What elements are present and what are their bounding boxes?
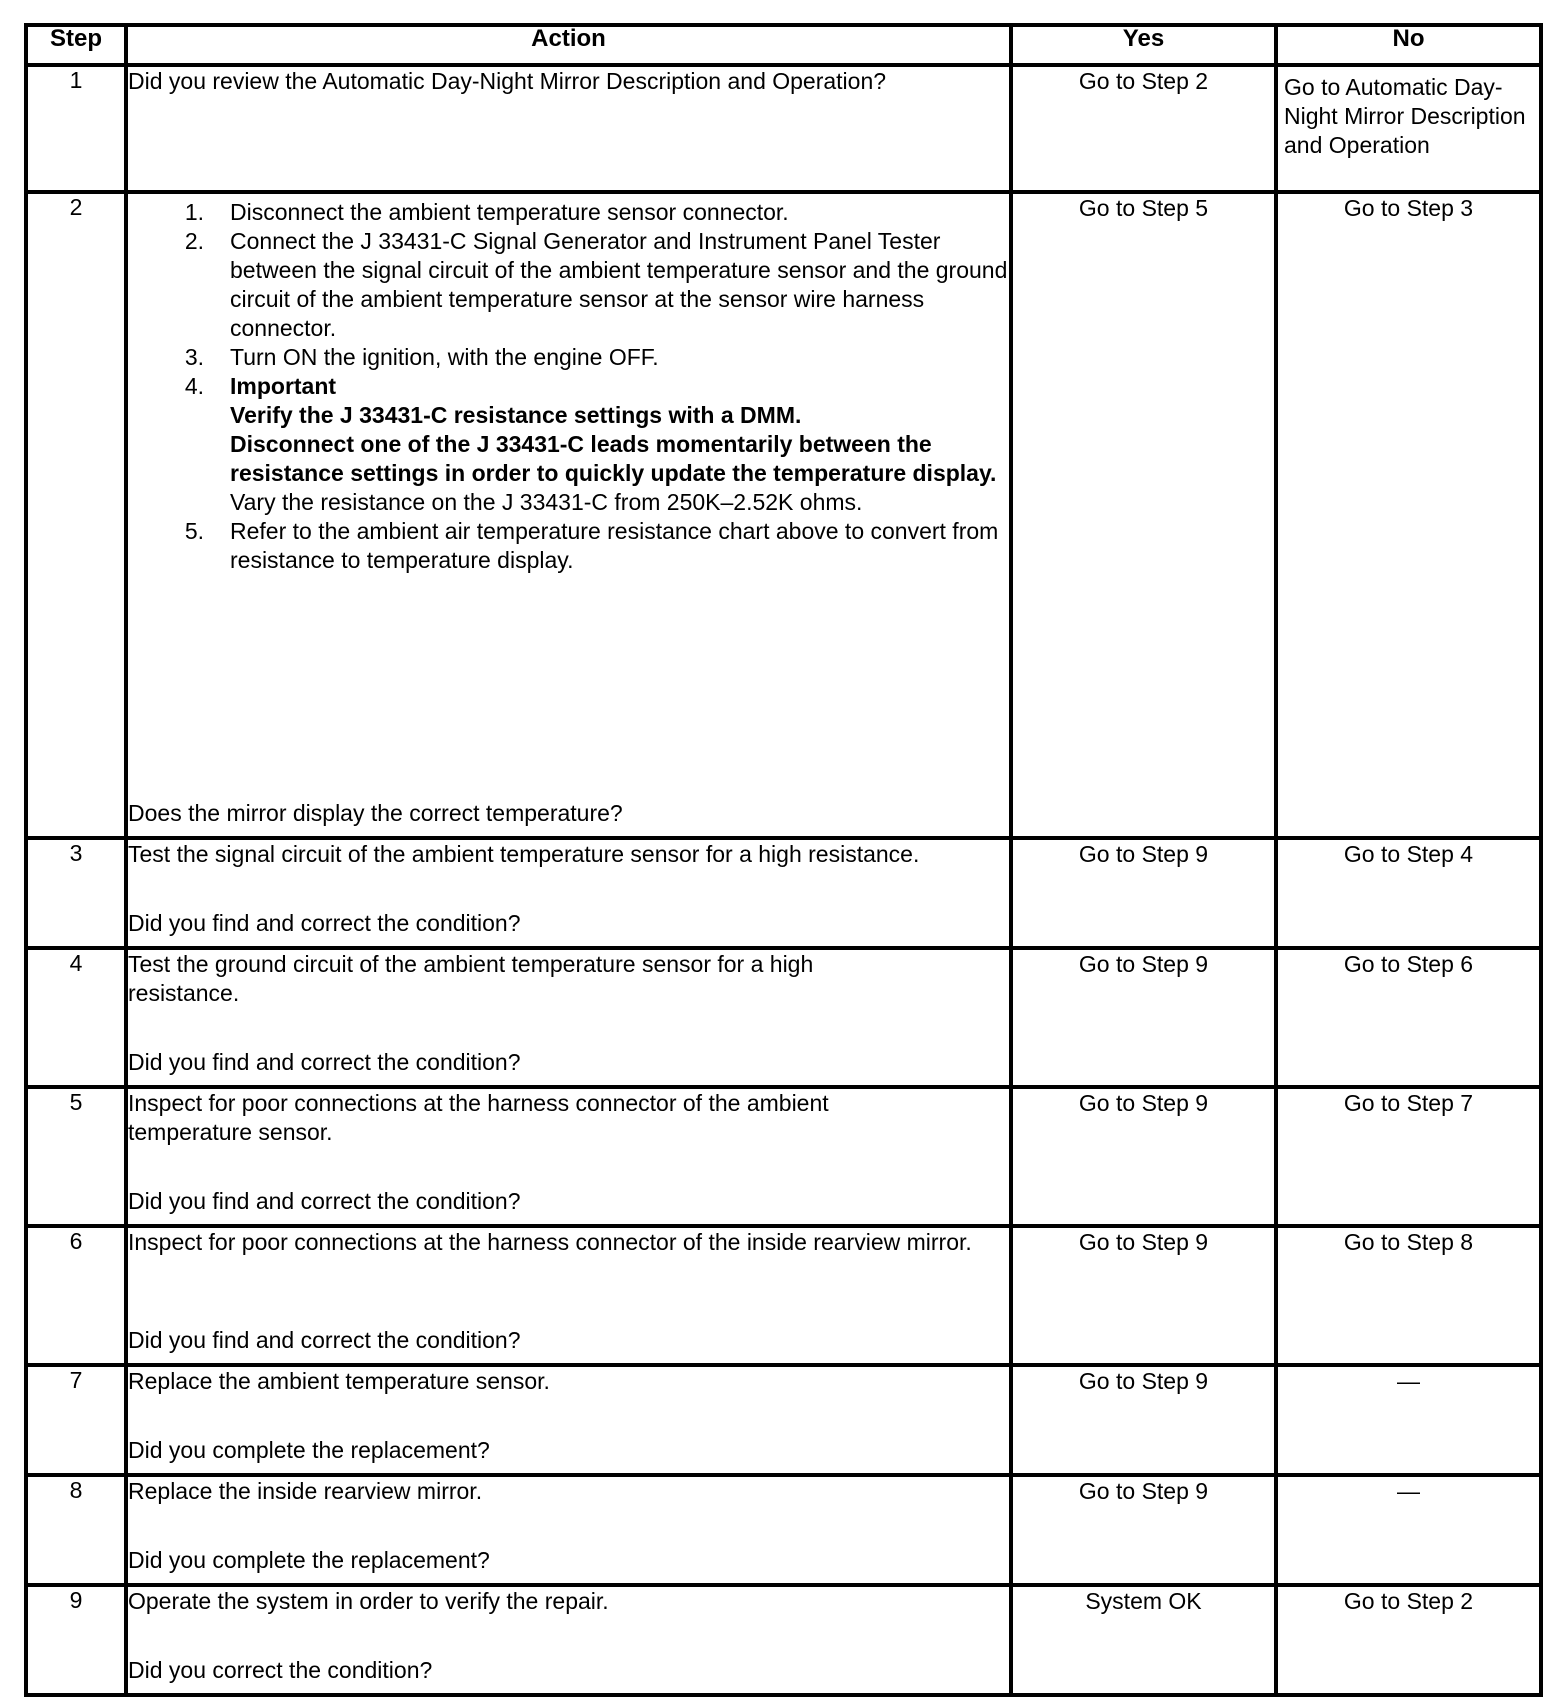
step-number: 8 xyxy=(26,1475,126,1585)
step-number: 1 xyxy=(26,65,126,192)
action-cell xyxy=(126,65,1011,192)
no-cell: Go to Step 8 xyxy=(1276,1226,1541,1365)
action-text: Inspect for poor connections at the harness connector of the ambient temperature sensor. xyxy=(128,1090,829,1145)
action-cell xyxy=(126,838,1011,948)
action-text: Operate the system in order to verify the repair. xyxy=(128,1588,609,1614)
action-cell xyxy=(126,1226,1011,1365)
important-note: Disconnect one of the J 33431-C leads momentarily between the resistance settings in order to quickly update the temperature display. xyxy=(230,431,997,486)
yes-cell: Go to Step 9 xyxy=(1011,1365,1276,1475)
table-row xyxy=(26,1475,1541,1585)
step-number: 3 xyxy=(26,838,126,948)
table-row xyxy=(26,1087,1541,1226)
procedure-list xyxy=(128,198,1009,575)
action-cell xyxy=(126,948,1011,1087)
action-cell xyxy=(126,192,1011,838)
header-row xyxy=(26,25,1541,65)
no-cell: Go to Step 3 xyxy=(1276,192,1541,838)
action-cell xyxy=(126,1585,1011,1695)
action-cell xyxy=(126,1365,1011,1475)
action-question: Did you complete the replacement? xyxy=(128,1437,490,1463)
no-cell: Go to Step 6 xyxy=(1276,948,1541,1087)
action-text: Did you review the Automatic Day-Night Mirror Description and Operation? xyxy=(128,68,887,94)
action-cell xyxy=(126,1087,1011,1226)
yes-cell: Go to Step 9 xyxy=(1011,948,1276,1087)
step-number: 7 xyxy=(26,1365,126,1475)
yes-cell: Go to Step 2 xyxy=(1011,65,1276,192)
no-cell: Go to Step 2 xyxy=(1276,1585,1541,1695)
action-question: Did you correct the condition? xyxy=(128,1657,433,1683)
action-question: Did you find and correct the condition? xyxy=(128,1188,521,1214)
no-cell: Go to Automatic Day-Night Mirror Description and Operation xyxy=(1276,65,1541,192)
action-question: Did you complete the replacement? xyxy=(128,1547,490,1573)
table-row xyxy=(26,1585,1541,1695)
list-item: 4. Important xyxy=(128,372,1009,401)
step-number: 9 xyxy=(26,1585,126,1695)
action-text: Test the ground circuit of the ambient temperature sensor for a high resistance. xyxy=(128,951,814,1006)
table-row xyxy=(26,948,1541,1087)
step-number: 4 xyxy=(26,948,126,1087)
action-question: Did you find and correct the condition? xyxy=(128,910,521,936)
yes-cell: Go to Step 9 xyxy=(1011,1087,1276,1226)
table-row xyxy=(26,192,1541,838)
action-question: Did you find and correct the condition? xyxy=(128,1049,521,1075)
action-text: Replace the ambient temperature sensor. xyxy=(128,1368,550,1394)
table-row xyxy=(26,1365,1541,1475)
action-question: Did you find and correct the condition? xyxy=(128,1327,521,1353)
list-item: 1. Disconnect the ambient temperature sensor connector. xyxy=(184,199,789,225)
action-text: Test the signal circuit of the ambient temperature sensor for a high resistance. xyxy=(128,841,920,867)
list-item: 3. Turn ON the ignition, with the engine OFF. xyxy=(184,344,659,370)
no-cell: Go to Step 7 xyxy=(1276,1087,1541,1226)
list-item: 5. Refer to the ambient air temperature resistance chart above to convert from resistance to temperature display. xyxy=(184,518,999,573)
yes-cell: Go to Step 9 xyxy=(1011,1475,1276,1585)
table-row xyxy=(26,838,1541,948)
step-number: 6 xyxy=(26,1226,126,1365)
header-no: No xyxy=(1276,25,1541,65)
action-text: Replace the inside rearview mirror. xyxy=(128,1478,483,1504)
header-step: Step xyxy=(26,25,126,65)
step-number: 5 xyxy=(26,1087,126,1226)
table-row xyxy=(26,65,1541,192)
action-question: Does the mirror display the correct temperature? xyxy=(128,800,623,826)
header-action: Action xyxy=(126,25,1011,65)
no-cell: Go to Step 4 xyxy=(1276,838,1541,948)
important-label: Important xyxy=(230,373,337,399)
important-note: Verify the J 33431-C resistance settings with a DMM. xyxy=(230,402,802,428)
no-cell: — xyxy=(1276,1365,1541,1475)
action-cell xyxy=(126,1475,1011,1585)
yes-cell: Go to Step 9 xyxy=(1011,1226,1276,1365)
yes-cell: System OK xyxy=(1011,1585,1276,1695)
action-text: Inspect for poor connections at the harness connector of the inside rearview mirror. xyxy=(128,1229,972,1255)
diagnostic-table xyxy=(24,23,1543,1697)
list-item: 2. Connect the J 33431-C Signal Generator and Instrument Panel Tester between the signal circuit of the ambient temperature sensor and the ground circuit of the ambient temperature sensor at the sensor wire harness connector. xyxy=(184,228,1008,341)
step-number: 2 xyxy=(26,192,126,838)
table-row xyxy=(26,1226,1541,1365)
yes-cell: Go to Step 5 xyxy=(1011,192,1276,838)
header-yes: Yes xyxy=(1011,25,1276,65)
no-cell: — xyxy=(1276,1475,1541,1585)
yes-cell: Go to Step 9 xyxy=(1011,838,1276,948)
vary-instruction: Vary the resistance on the J 33431-C from 250K–2.52K ohms. xyxy=(230,489,863,515)
